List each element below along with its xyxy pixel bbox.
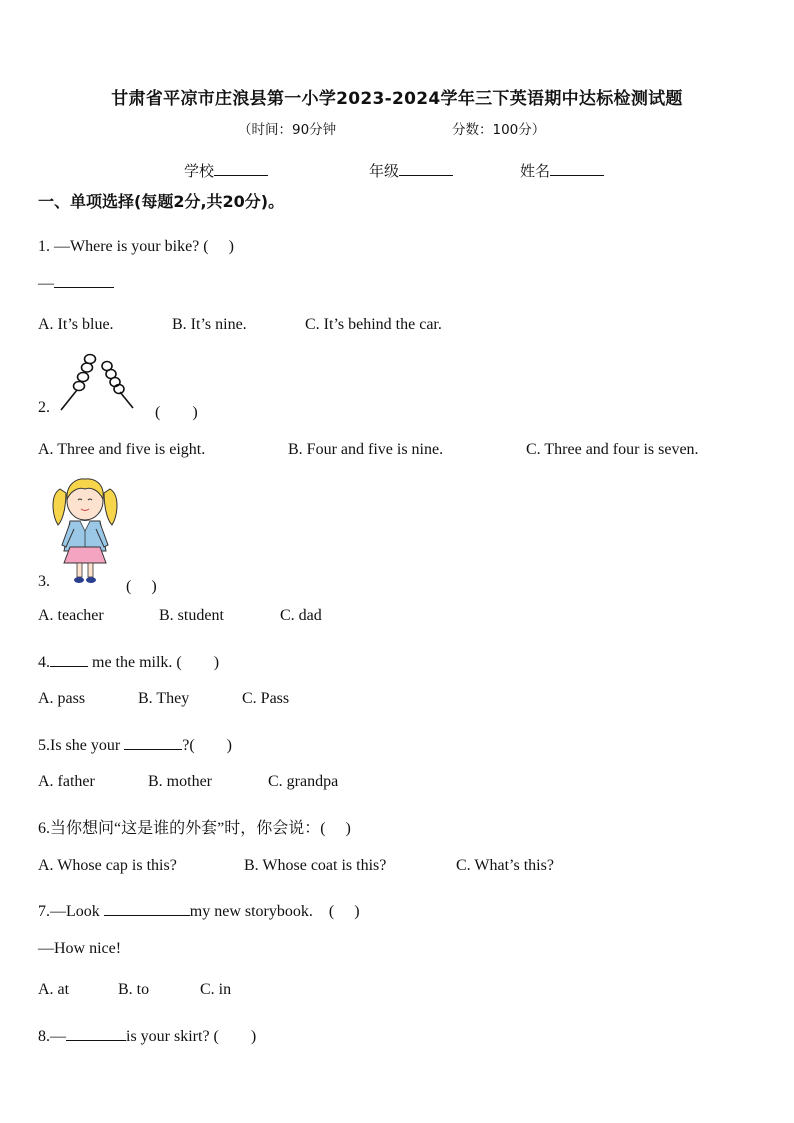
grade-field [369, 160, 453, 181]
section-heading: 一、单项选择(每题2分,共20分)。 [38, 192, 285, 211]
question-2-number: 2. [38, 399, 50, 416]
question-4-number: 4. [38, 654, 50, 671]
q4-option-c: C. Pass [242, 690, 290, 707]
question-7 [38, 898, 360, 921]
q1-option-c: C. It’s behind the car. [305, 316, 442, 333]
school-label: 学校 [184, 162, 215, 180]
question-1-answer-line [38, 275, 114, 293]
q2-option-c: C. Three and four is seven. [526, 441, 699, 458]
question-7-blank [104, 915, 190, 916]
question-6: 6.当你想问“这是谁的外套”时，你会说：( ) [38, 820, 351, 837]
girl-student-icon [50, 475, 120, 587]
q4-option-b: B. They [138, 690, 190, 707]
name-label: 姓名 [520, 162, 551, 180]
grade-label: 年级 [369, 162, 400, 180]
question-4-text: me the milk. ( ) [88, 654, 220, 671]
q2-option-b: B. Four and five is nine. [288, 441, 444, 458]
question-5 [38, 732, 232, 755]
grade-blank [399, 175, 453, 176]
question-7-text: 7.—Look [38, 903, 104, 920]
question-8 [38, 1023, 256, 1046]
q6-option-a: A. Whose cap is this? [38, 857, 177, 874]
school-blank [214, 175, 268, 176]
question-7-rest: my new storybook. ( ) [189, 903, 360, 920]
name-field [520, 160, 604, 181]
q2-option-a: A. Three and five is eight. [38, 441, 206, 458]
question-5-blank [124, 749, 182, 750]
school-field [184, 160, 268, 181]
question-4 [38, 649, 219, 672]
name-blank [550, 175, 604, 176]
q5-option-a: A. father [38, 773, 95, 790]
question-1: 1. —Where is your bike? ( ) [38, 238, 234, 255]
q7-option-a: A. at [38, 981, 70, 998]
question-5-paren: ?( ) [182, 737, 232, 754]
answer-dash: — [38, 275, 54, 292]
q5-option-b: B. mother [148, 773, 212, 790]
q7-option-b: B. to [118, 981, 150, 998]
answer-blank [54, 287, 114, 288]
question-2-paren: ( ) [155, 404, 198, 421]
q5-option-c: C. grandpa [268, 773, 339, 790]
page-title: 甘肃省平凉市庄浪县第一小学2023-2024学年三下英语期中达标检测试题 [111, 89, 683, 109]
q1-option-b: B. It’s nine. [172, 316, 247, 333]
question-8-number: 8.— [38, 1028, 66, 1045]
q3-option-b: B. student [159, 607, 224, 624]
q3-option-c: C. dad [280, 607, 322, 624]
candied-fruit-skewers-icon [55, 352, 140, 414]
question-5-text: 5.Is she your [38, 737, 125, 754]
question-3-paren: ( ) [126, 578, 157, 595]
q6-option-c: C. What’s this? [456, 857, 554, 874]
question-4-blank [50, 666, 88, 667]
q4-option-a: A. pass [38, 690, 86, 707]
question-8-text: is your skirt? ( ) [126, 1028, 257, 1045]
question-3-number: 3. [38, 573, 50, 590]
q1-option-a: A. It’s blue. [38, 316, 114, 333]
q6-option-b: B. Whose coat is this? [244, 857, 387, 874]
q7-option-c: C. in [200, 981, 232, 998]
exam-time: （时间：90分钟 [238, 122, 337, 138]
exam-score: 分数：100分） [452, 122, 546, 138]
question-8-blank [66, 1040, 126, 1041]
q3-option-a: A. teacher [38, 607, 104, 624]
question-7-reply: —How nice! [38, 940, 122, 957]
